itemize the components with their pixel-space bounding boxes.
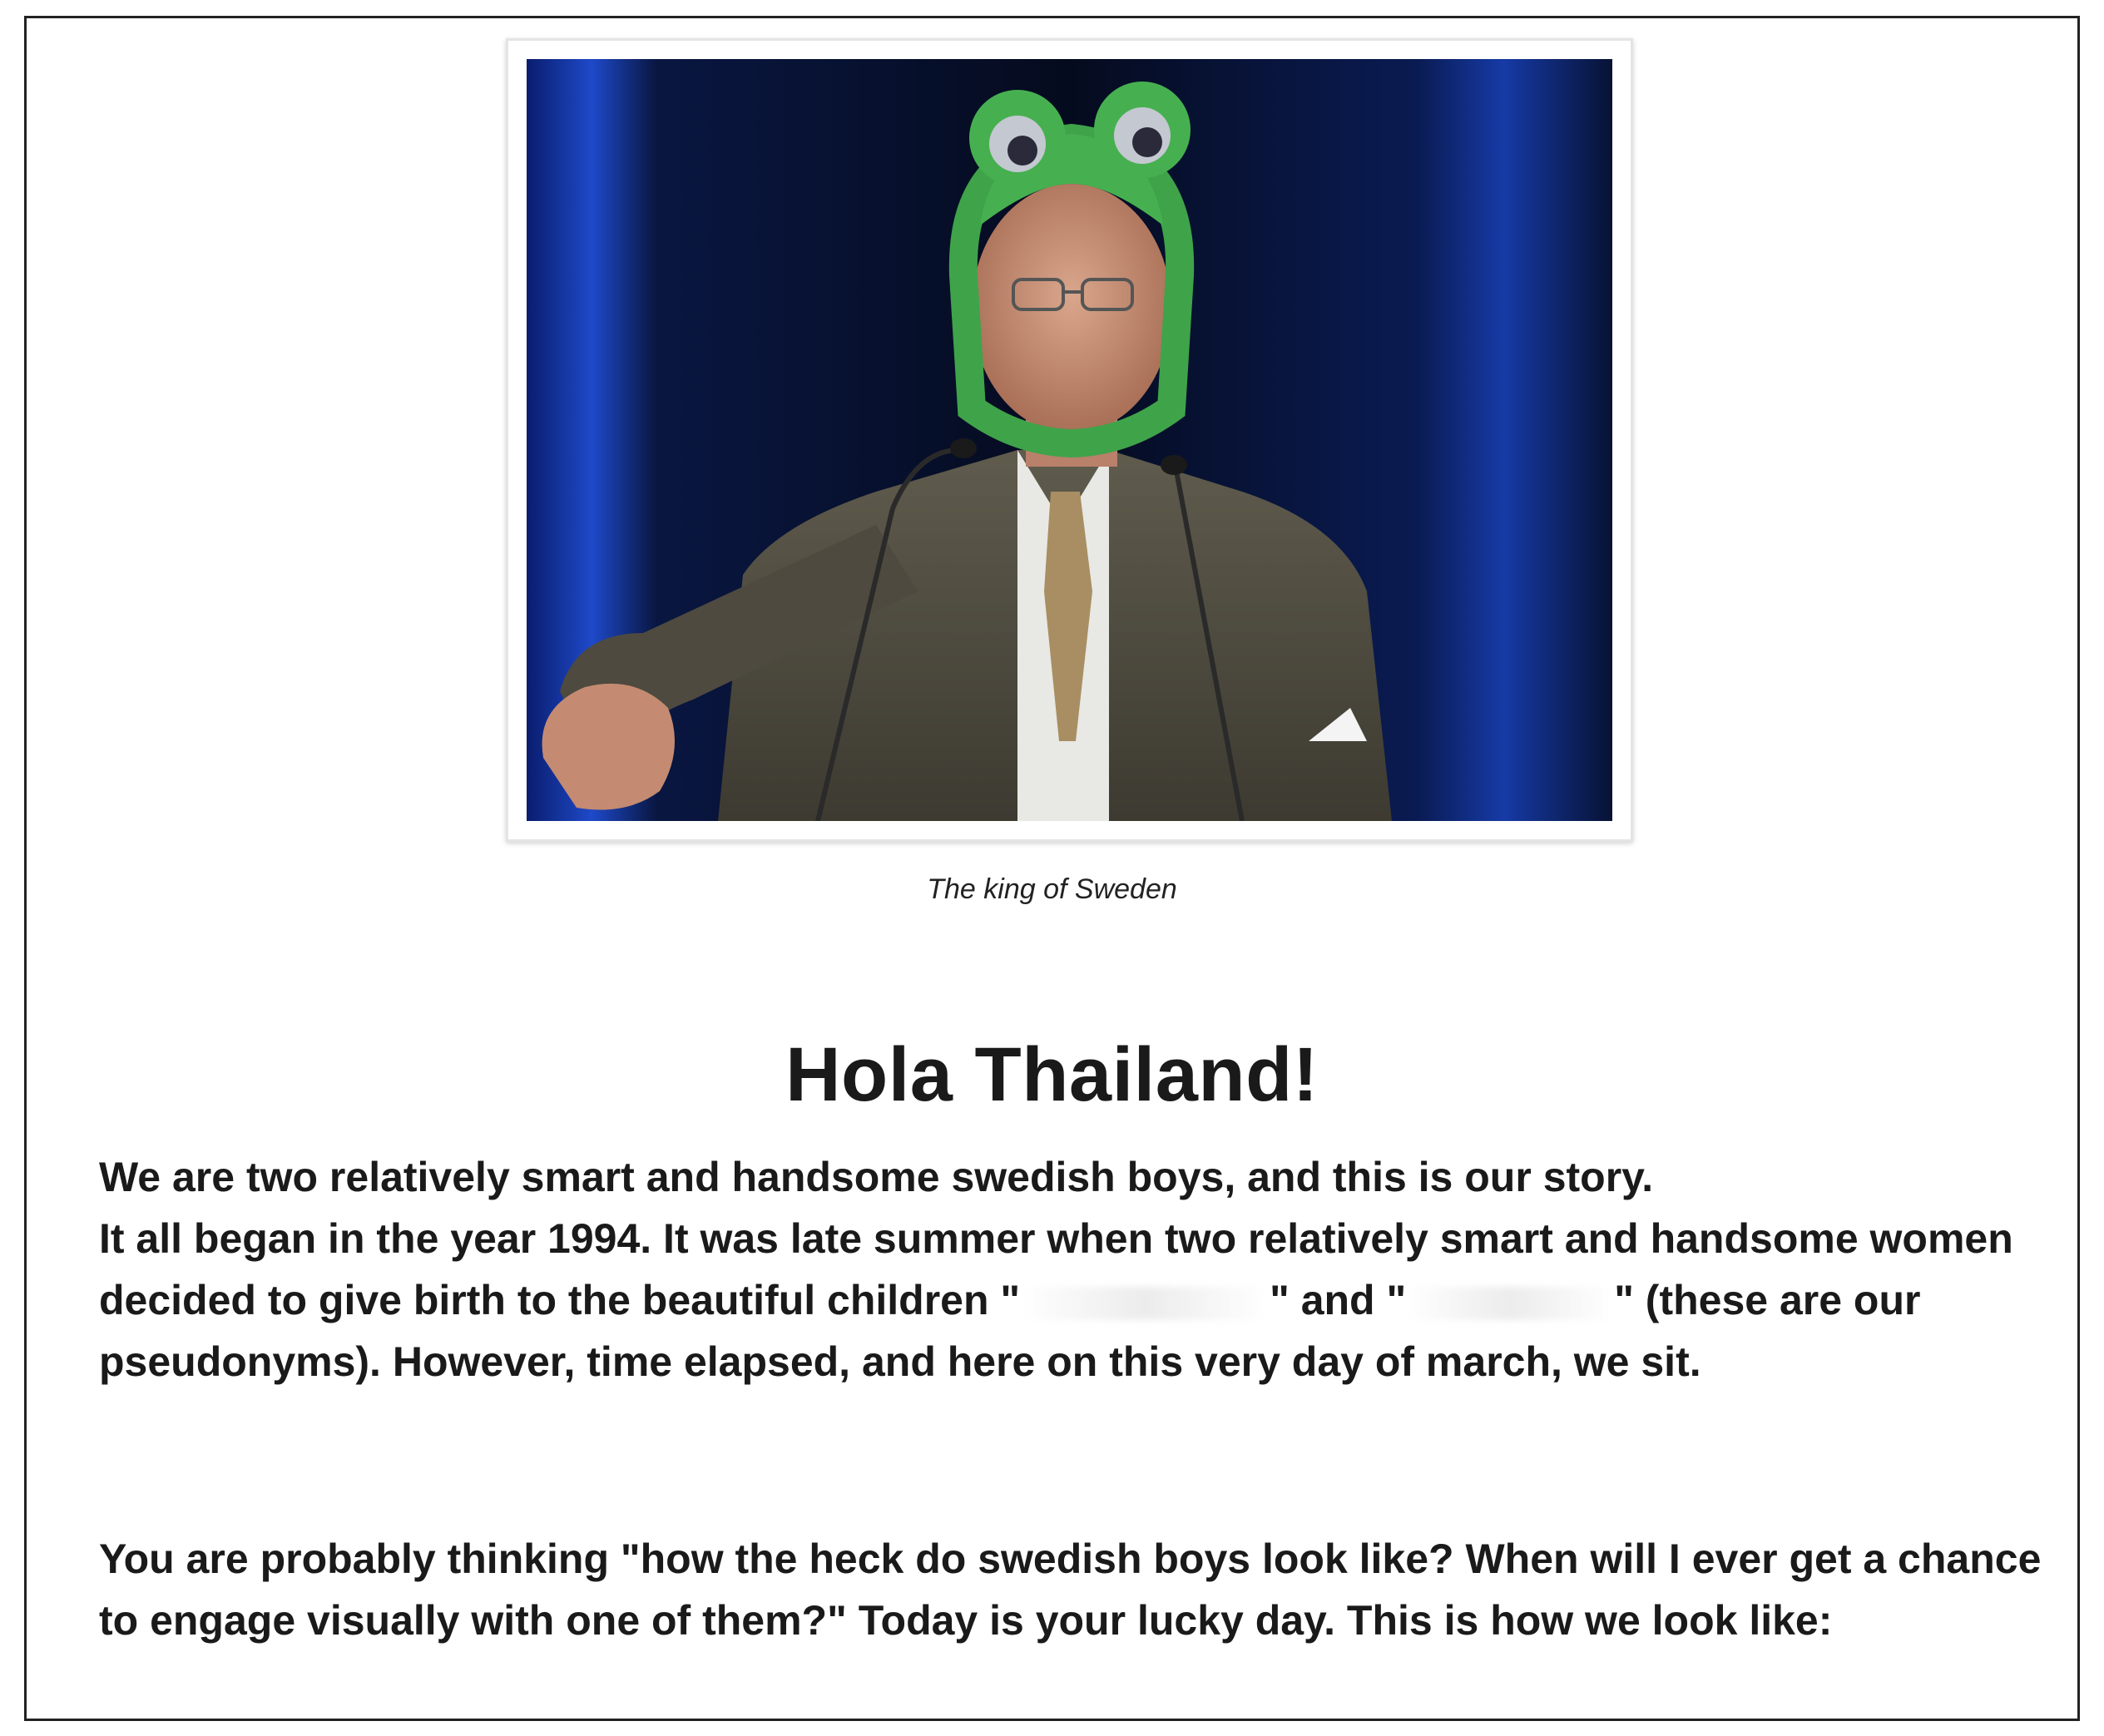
photo-caption: The king of Sweden bbox=[927, 873, 1177, 905]
king-photo bbox=[527, 59, 1612, 821]
photo-card bbox=[506, 38, 1633, 842]
story-text-mid: " and " bbox=[1270, 1277, 1407, 1323]
story-line-1: We are two relatively smart and handsome swedish boys, and this is our story. bbox=[99, 1154, 1654, 1200]
intro-paragraph: You are probably thinking "how the heck do swedish boys look like? When will I ever get a chance to engage visually with one of them?" Today is your lucky day. This is how we look like: bbox=[99, 1536, 2042, 1644]
redacted-name-1 bbox=[1020, 1287, 1270, 1320]
page-frame bbox=[24, 16, 2080, 1721]
story-text-end: " (these are our pseudonyms). However, time elapsed, and here on this very day of march, we sit. bbox=[99, 1277, 1921, 1385]
story-text-start: It all began in the year 1994. It was late summer when two relatively smart and handsome women decided to give birth to the beautiful children " bbox=[99, 1215, 2013, 1323]
story-paragraph bbox=[99, 1146, 2046, 1392]
redacted-name-2 bbox=[1406, 1287, 1614, 1320]
page-title: Hola Thailand! bbox=[785, 1032, 1319, 1117]
